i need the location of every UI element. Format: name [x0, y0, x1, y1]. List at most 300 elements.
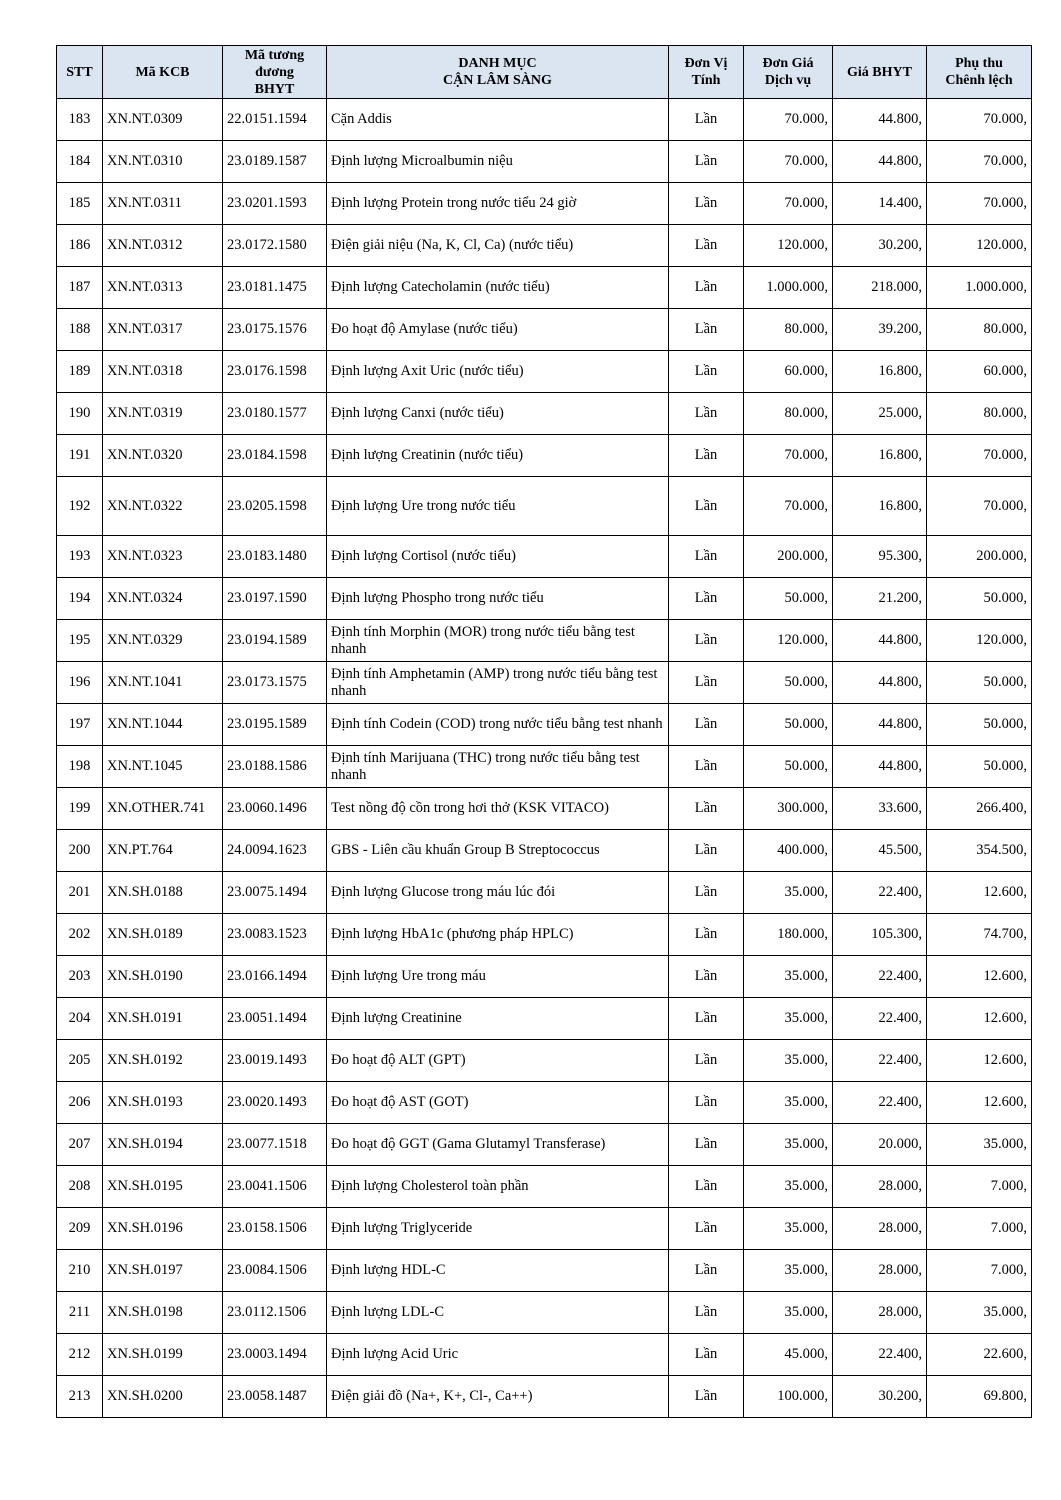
cell-don-vi: Lần: [669, 620, 744, 662]
cell-ma-bhyt: 23.0173.1575: [223, 662, 327, 704]
cell-danh-muc: Đo hoạt độ ALT (GPT): [327, 1040, 669, 1082]
cell-ma-bhyt: 23.0041.1506: [223, 1166, 327, 1208]
cell-don-gia: 1.000.000,: [744, 267, 833, 309]
cell-don-gia: 70.000,: [744, 99, 833, 141]
cell-gia-bhyt: 44.800,: [833, 620, 927, 662]
cell-don-gia: 35.000,: [744, 1208, 833, 1250]
cell-ma-bhyt: 23.0194.1589: [223, 620, 327, 662]
cell-ma-kcb: XN.PT.764: [103, 830, 223, 872]
cell-phu-thu: 80.000,: [927, 309, 1032, 351]
cell-don-gia: 50.000,: [744, 704, 833, 746]
cell-phu-thu: 35.000,: [927, 1124, 1032, 1166]
cell-stt: 213: [57, 1376, 103, 1418]
cell-don-vi: Lần: [669, 1208, 744, 1250]
cell-don-gia: 50.000,: [744, 578, 833, 620]
cell-ma-bhyt: 23.0176.1598: [223, 351, 327, 393]
header-ma-tuong-duong: [223, 46, 327, 99]
cell-don-vi: Lần: [669, 956, 744, 998]
table-row: [57, 99, 1032, 141]
cell-ma-kcb: XN.SH.0196: [103, 1208, 223, 1250]
cell-gia-bhyt: 44.800,: [833, 99, 927, 141]
table-row: [57, 267, 1032, 309]
cell-phu-thu: 50.000,: [927, 704, 1032, 746]
cell-don-vi: Lần: [669, 1376, 744, 1418]
header-danh-muc: [327, 46, 669, 99]
cell-ma-bhyt: 23.0083.1523: [223, 914, 327, 956]
cell-danh-muc: Định lượng Microalbumin niệu: [327, 141, 669, 183]
cell-don-gia: 100.000,: [744, 1376, 833, 1418]
header-don-gia: [744, 46, 833, 99]
cell-phu-thu: 74.700,: [927, 914, 1032, 956]
cell-danh-muc: Định lượng Glucose trong máu lúc đói: [327, 872, 669, 914]
cell-danh-muc: Điện giải đồ (Na+, K+, Cl-, Ca++): [327, 1376, 669, 1418]
cell-don-vi: Lần: [669, 1292, 744, 1334]
cell-danh-muc: Định lượng LDL-C: [327, 1292, 669, 1334]
cell-don-vi: Lần: [669, 1250, 744, 1292]
header-danh-muc-line-1: DANH MỤC: [458, 56, 537, 71]
cell-don-gia: 50.000,: [744, 746, 833, 788]
cell-stt: 198: [57, 746, 103, 788]
table-row: [57, 1250, 1032, 1292]
cell-ma-kcb: XN.NT.0311: [103, 183, 223, 225]
cell-gia-bhyt: 22.400,: [833, 1082, 927, 1124]
header-danh-muc-line-2: CẬN LÂM SÀNG: [443, 73, 552, 88]
cell-ma-bhyt: 23.0184.1598: [223, 435, 327, 477]
table-row: [57, 788, 1032, 830]
cell-gia-bhyt: 16.800,: [833, 477, 927, 536]
cell-stt: 191: [57, 435, 103, 477]
cell-danh-muc: Định lượng Catecholamin (nước tiểu): [327, 267, 669, 309]
cell-phu-thu: 12.600,: [927, 998, 1032, 1040]
cell-don-gia: 300.000,: [744, 788, 833, 830]
cell-stt: 186: [57, 225, 103, 267]
cell-phu-thu: 70.000,: [927, 141, 1032, 183]
cell-ma-kcb: XN.SH.0198: [103, 1292, 223, 1334]
table-row: [57, 1166, 1032, 1208]
cell-ma-kcb: XN.NT.0320: [103, 435, 223, 477]
cell-ma-kcb: XN.NT.1045: [103, 746, 223, 788]
table-row: [57, 141, 1032, 183]
cell-gia-bhyt: 28.000,: [833, 1250, 927, 1292]
cell-gia-bhyt: 44.800,: [833, 704, 927, 746]
cell-don-gia: 45.000,: [744, 1334, 833, 1376]
cell-danh-muc: Điện giải niệu (Na, K, Cl, Ca) (nước tiểu): [327, 225, 669, 267]
cell-danh-muc: Định lượng Creatinine: [327, 998, 669, 1040]
cell-don-vi: Lần: [669, 1166, 744, 1208]
cell-don-vi: Lần: [669, 99, 744, 141]
cell-phu-thu: 12.600,: [927, 1082, 1032, 1124]
cell-gia-bhyt: 22.400,: [833, 1040, 927, 1082]
cell-stt: 209: [57, 1208, 103, 1250]
cell-ma-kcb: XN.SH.0192: [103, 1040, 223, 1082]
cell-ma-bhyt: 23.0075.1494: [223, 872, 327, 914]
cell-phu-thu: 7.000,: [927, 1208, 1032, 1250]
cell-danh-muc: Định tính Codein (COD) trong nước tiểu bằng test nhanh: [327, 704, 669, 746]
cell-ma-kcb: XN.NT.0317: [103, 309, 223, 351]
cell-phu-thu: 69.800,: [927, 1376, 1032, 1418]
cell-don-gia: 50.000,: [744, 662, 833, 704]
cell-stt: 203: [57, 956, 103, 998]
cell-don-vi: Lần: [669, 1082, 744, 1124]
cell-gia-bhyt: 95.300,: [833, 536, 927, 578]
cell-gia-bhyt: 16.800,: [833, 435, 927, 477]
cell-stt: 207: [57, 1124, 103, 1166]
cell-ma-bhyt: 23.0180.1577: [223, 393, 327, 435]
cell-don-vi: Lần: [669, 1040, 744, 1082]
cell-ma-kcb: XN.SH.0188: [103, 872, 223, 914]
cell-ma-bhyt: 23.0181.1475: [223, 267, 327, 309]
cell-phu-thu: 70.000,: [927, 99, 1032, 141]
cell-stt: 212: [57, 1334, 103, 1376]
cell-danh-muc: Đo hoạt độ Amylase (nước tiểu): [327, 309, 669, 351]
table-row: [57, 1376, 1032, 1418]
cell-ma-kcb: XN.NT.0319: [103, 393, 223, 435]
cell-don-vi: Lần: [669, 704, 744, 746]
cell-gia-bhyt: 45.500,: [833, 830, 927, 872]
cell-don-vi: Lần: [669, 435, 744, 477]
cell-don-gia: 80.000,: [744, 393, 833, 435]
table-row: [57, 1334, 1032, 1376]
table-row: [57, 1208, 1032, 1250]
cell-stt: 187: [57, 267, 103, 309]
cell-don-vi: Lần: [669, 830, 744, 872]
cell-danh-muc: Định lượng Cholesterol toàn phần: [327, 1166, 669, 1208]
header-gia-bhyt: Giá BHYT: [833, 46, 927, 99]
cell-gia-bhyt: 21.200,: [833, 578, 927, 620]
cell-don-gia: 35.000,: [744, 1166, 833, 1208]
cell-ma-bhyt: 24.0094.1623: [223, 830, 327, 872]
cell-phu-thu: 70.000,: [927, 435, 1032, 477]
cell-don-vi: Lần: [669, 788, 744, 830]
cell-ma-bhyt: 23.0166.1494: [223, 956, 327, 998]
cell-danh-muc: Định lượng Acid Uric: [327, 1334, 669, 1376]
table-row: [57, 309, 1032, 351]
cell-ma-bhyt: 23.0058.1487: [223, 1376, 327, 1418]
cell-ma-bhyt: 23.0189.1587: [223, 141, 327, 183]
cell-danh-muc: Test nồng độ cồn trong hơi thở (KSK VITACO): [327, 788, 669, 830]
cell-phu-thu: 12.600,: [927, 956, 1032, 998]
cell-stt: 208: [57, 1166, 103, 1208]
cell-ma-bhyt: 23.0158.1506: [223, 1208, 327, 1250]
cell-ma-kcb: XN.NT.1041: [103, 662, 223, 704]
header-don-vi-tinh-line-2: Tính: [691, 73, 721, 88]
cell-stt: 188: [57, 309, 103, 351]
cell-ma-bhyt: 23.0183.1480: [223, 536, 327, 578]
cell-gia-bhyt: 28.000,: [833, 1292, 927, 1334]
cell-don-vi: Lần: [669, 872, 744, 914]
cell-stt: 205: [57, 1040, 103, 1082]
cell-gia-bhyt: 22.400,: [833, 998, 927, 1040]
cell-ma-kcb: XN.SH.0193: [103, 1082, 223, 1124]
cell-stt: 194: [57, 578, 103, 620]
table-row: [57, 477, 1032, 536]
cell-don-gia: 70.000,: [744, 435, 833, 477]
cell-don-vi: Lần: [669, 1334, 744, 1376]
cell-don-vi: Lần: [669, 393, 744, 435]
header-ma-tuong-duong-line-3: BHYT: [254, 81, 295, 97]
cell-gia-bhyt: 30.200,: [833, 1376, 927, 1418]
table-row: [57, 1292, 1032, 1334]
cell-gia-bhyt: 39.200,: [833, 309, 927, 351]
cell-danh-muc: Định lượng Canxi (nước tiểu): [327, 393, 669, 435]
cell-don-gia: 60.000,: [744, 351, 833, 393]
cell-gia-bhyt: 105.300,: [833, 914, 927, 956]
cell-stt: 184: [57, 141, 103, 183]
cell-don-gia: 35.000,: [744, 1040, 833, 1082]
cell-gia-bhyt: 218.000,: [833, 267, 927, 309]
cell-gia-bhyt: 22.400,: [833, 872, 927, 914]
cell-danh-muc: Định tính Amphetamin (AMP) trong nước tiểu bằng test nhanh: [327, 662, 669, 704]
cell-stt: 202: [57, 914, 103, 956]
cell-don-vi: Lần: [669, 267, 744, 309]
cell-ma-bhyt: 23.0060.1496: [223, 788, 327, 830]
cell-phu-thu: 70.000,: [927, 183, 1032, 225]
header-ma-tuong-duong-line-2: đương: [255, 64, 294, 80]
table-row: [57, 662, 1032, 704]
cell-phu-thu: 120.000,: [927, 225, 1032, 267]
cell-stt: 206: [57, 1082, 103, 1124]
table-row: [57, 998, 1032, 1040]
cell-phu-thu: 80.000,: [927, 393, 1032, 435]
header-ma-tuong-duong-line-1: Mã tương: [244, 47, 305, 63]
cell-stt: 197: [57, 704, 103, 746]
cell-danh-muc: Định lượng Ure trong nước tiểu: [327, 477, 669, 536]
cell-don-gia: 35.000,: [744, 872, 833, 914]
cell-phu-thu: 35.000,: [927, 1292, 1032, 1334]
cell-stt: 183: [57, 99, 103, 141]
cell-ma-bhyt: 23.0195.1589: [223, 704, 327, 746]
cell-don-vi: Lần: [669, 578, 744, 620]
cell-phu-thu: 12.600,: [927, 1040, 1032, 1082]
cell-don-vi: Lần: [669, 536, 744, 578]
cell-danh-muc: Định tính Morphin (MOR) trong nước tiểu bằng test nhanh: [327, 620, 669, 662]
cell-stt: 196: [57, 662, 103, 704]
cell-phu-thu: 1.000.000,: [927, 267, 1032, 309]
cell-don-vi: Lần: [669, 351, 744, 393]
cell-phu-thu: 200.000,: [927, 536, 1032, 578]
cell-don-gia: 120.000,: [744, 620, 833, 662]
cell-gia-bhyt: 22.400,: [833, 1334, 927, 1376]
cell-gia-bhyt: 14.400,: [833, 183, 927, 225]
cell-ma-kcb: XN.NT.0309: [103, 99, 223, 141]
cell-ma-kcb: XN.SH.0194: [103, 1124, 223, 1166]
cell-don-gia: 70.000,: [744, 141, 833, 183]
table-row: [57, 351, 1032, 393]
cell-danh-muc: Định lượng Axit Uric (nước tiểu): [327, 351, 669, 393]
cell-ma-kcb: XN.NT.0318: [103, 351, 223, 393]
cell-don-vi: Lần: [669, 998, 744, 1040]
cell-stt: 204: [57, 998, 103, 1040]
cell-don-vi: Lần: [669, 225, 744, 267]
cell-phu-thu: 60.000,: [927, 351, 1032, 393]
cell-ma-kcb: XN.NT.0324: [103, 578, 223, 620]
table-row: [57, 1082, 1032, 1124]
cell-ma-kcb: XN.OTHER.741: [103, 788, 223, 830]
header-don-vi-tinh: [669, 46, 744, 99]
header-don-gia-line-2: Dịch vụ: [764, 73, 812, 88]
cell-ma-bhyt: 23.0020.1493: [223, 1082, 327, 1124]
cell-ma-bhyt: 22.0151.1594: [223, 99, 327, 141]
cell-stt: 200: [57, 830, 103, 872]
cell-don-vi: Lần: [669, 746, 744, 788]
price-list-table: [56, 45, 1032, 1418]
cell-don-gia: 35.000,: [744, 956, 833, 998]
cell-stt: 211: [57, 1292, 103, 1334]
cell-stt: 185: [57, 183, 103, 225]
cell-stt: 195: [57, 620, 103, 662]
cell-phu-thu: 120.000,: [927, 620, 1032, 662]
cell-ma-bhyt: 23.0197.1590: [223, 578, 327, 620]
cell-danh-muc: GBS - Liên cầu khuẩn Group B Streptococcus: [327, 830, 669, 872]
cell-ma-bhyt: 23.0201.1593: [223, 183, 327, 225]
cell-phu-thu: 70.000,: [927, 477, 1032, 536]
cell-don-vi: Lần: [669, 1124, 744, 1166]
table-row: [57, 536, 1032, 578]
cell-gia-bhyt: 20.000,: [833, 1124, 927, 1166]
cell-don-vi: Lần: [669, 309, 744, 351]
cell-phu-thu: 12.600,: [927, 872, 1032, 914]
cell-ma-bhyt: 23.0084.1506: [223, 1250, 327, 1292]
cell-phu-thu: 50.000,: [927, 578, 1032, 620]
cell-phu-thu: 266.400,: [927, 788, 1032, 830]
cell-stt: 199: [57, 788, 103, 830]
cell-ma-bhyt: 23.0077.1518: [223, 1124, 327, 1166]
cell-danh-muc: Định lượng Protein trong nước tiểu 24 giờ: [327, 183, 669, 225]
cell-ma-bhyt: 23.0051.1494: [223, 998, 327, 1040]
cell-danh-muc: Cặn Addis: [327, 99, 669, 141]
cell-stt: 192: [57, 477, 103, 536]
cell-ma-kcb: XN.NT.0322: [103, 477, 223, 536]
table-body: [57, 99, 1032, 1418]
cell-gia-bhyt: 28.000,: [833, 1208, 927, 1250]
cell-phu-thu: 354.500,: [927, 830, 1032, 872]
header-phu-thu: [927, 46, 1032, 99]
cell-gia-bhyt: 22.400,: [833, 956, 927, 998]
cell-don-gia: 35.000,: [744, 1250, 833, 1292]
cell-don-gia: 180.000,: [744, 914, 833, 956]
cell-ma-bhyt: 23.0205.1598: [223, 477, 327, 536]
cell-don-vi: Lần: [669, 141, 744, 183]
cell-danh-muc: Định lượng Phospho trong nước tiểu: [327, 578, 669, 620]
cell-phu-thu: 22.600,: [927, 1334, 1032, 1376]
header-stt: STT: [57, 46, 103, 99]
cell-stt: 189: [57, 351, 103, 393]
cell-ma-kcb: XN.SH.0190: [103, 956, 223, 998]
table-row: [57, 435, 1032, 477]
table-row: [57, 225, 1032, 267]
cell-ma-bhyt: 23.0003.1494: [223, 1334, 327, 1376]
table-row: [57, 183, 1032, 225]
cell-gia-bhyt: 28.000,: [833, 1166, 927, 1208]
cell-phu-thu: 50.000,: [927, 662, 1032, 704]
cell-ma-bhyt: 23.0175.1576: [223, 309, 327, 351]
cell-danh-muc: Định lượng Creatinin (nước tiểu): [327, 435, 669, 477]
table-row: [57, 393, 1032, 435]
cell-ma-bhyt: 23.0019.1493: [223, 1040, 327, 1082]
header-phu-thu-line-1: Phụ thu: [955, 56, 1003, 71]
cell-phu-thu: 7.000,: [927, 1250, 1032, 1292]
cell-ma-kcb: XN.SH.0200: [103, 1376, 223, 1418]
cell-ma-bhyt: 23.0112.1506: [223, 1292, 327, 1334]
cell-don-gia: 70.000,: [744, 477, 833, 536]
cell-ma-kcb: XN.SH.0195: [103, 1166, 223, 1208]
header-phu-thu-line-2: Chênh lệch: [945, 73, 1013, 88]
table-row: [57, 746, 1032, 788]
cell-ma-kcb: XN.NT.0323: [103, 536, 223, 578]
cell-gia-bhyt: 44.800,: [833, 662, 927, 704]
cell-gia-bhyt: 30.200,: [833, 225, 927, 267]
table-row: [57, 956, 1032, 998]
cell-don-vi: Lần: [669, 183, 744, 225]
cell-ma-kcb: XN.NT.1044: [103, 704, 223, 746]
table-row: [57, 1040, 1032, 1082]
cell-don-gia: 35.000,: [744, 998, 833, 1040]
cell-stt: 193: [57, 536, 103, 578]
cell-ma-kcb: XN.NT.0329: [103, 620, 223, 662]
cell-don-gia: 70.000,: [744, 183, 833, 225]
cell-gia-bhyt: 25.000,: [833, 393, 927, 435]
cell-stt: 210: [57, 1250, 103, 1292]
cell-don-gia: 35.000,: [744, 1292, 833, 1334]
cell-don-gia: 400.000,: [744, 830, 833, 872]
cell-ma-kcb: XN.SH.0191: [103, 998, 223, 1040]
cell-don-gia: 35.000,: [744, 1082, 833, 1124]
cell-danh-muc: Đo hoạt độ GGT (Gama Glutamyl Transferase): [327, 1124, 669, 1166]
cell-don-vi: Lần: [669, 914, 744, 956]
cell-ma-kcb: XN.NT.0310: [103, 141, 223, 183]
cell-stt: 201: [57, 872, 103, 914]
cell-danh-muc: Định lượng Triglyceride: [327, 1208, 669, 1250]
cell-ma-kcb: XN.NT.0312: [103, 225, 223, 267]
cell-don-gia: 200.000,: [744, 536, 833, 578]
cell-don-gia: 80.000,: [744, 309, 833, 351]
table-row: [57, 830, 1032, 872]
cell-ma-kcb: XN.SH.0189: [103, 914, 223, 956]
cell-don-vi: Lần: [669, 662, 744, 704]
table-row: [57, 704, 1032, 746]
cell-gia-bhyt: 44.800,: [833, 141, 927, 183]
cell-ma-kcb: XN.NT.0313: [103, 267, 223, 309]
table-row: [57, 1124, 1032, 1166]
cell-phu-thu: 7.000,: [927, 1166, 1032, 1208]
cell-danh-muc: Đo hoạt độ AST (GOT): [327, 1082, 669, 1124]
table-row: [57, 578, 1032, 620]
cell-don-gia: 35.000,: [744, 1124, 833, 1166]
cell-danh-muc: Định lượng Cortisol (nước tiểu): [327, 536, 669, 578]
header-don-gia-line-1: Đơn Giá: [762, 56, 814, 71]
cell-ma-kcb: XN.SH.0199: [103, 1334, 223, 1376]
cell-ma-bhyt: 23.0188.1586: [223, 746, 327, 788]
cell-danh-muc: Định lượng Ure trong máu: [327, 956, 669, 998]
cell-ma-bhyt: 23.0172.1580: [223, 225, 327, 267]
cell-danh-muc: Định lượng HDL-C: [327, 1250, 669, 1292]
cell-don-vi: Lần: [669, 477, 744, 536]
cell-gia-bhyt: 44.800,: [833, 746, 927, 788]
header-ma-kcb: Mã KCB: [103, 46, 223, 99]
header-row: [57, 46, 1032, 99]
table-row: [57, 914, 1032, 956]
cell-stt: 190: [57, 393, 103, 435]
table-row: [57, 620, 1032, 662]
table-row: [57, 872, 1032, 914]
cell-gia-bhyt: 16.800,: [833, 351, 927, 393]
header-don-vi-tinh-line-1: Đơn Vị: [684, 56, 728, 71]
cell-ma-kcb: XN.SH.0197: [103, 1250, 223, 1292]
cell-gia-bhyt: 33.600,: [833, 788, 927, 830]
cell-danh-muc: Định lượng HbA1c (phương pháp HPLC): [327, 914, 669, 956]
cell-phu-thu: 50.000,: [927, 746, 1032, 788]
cell-danh-muc: Định tính Marijuana (THC) trong nước tiểu bằng test nhanh: [327, 746, 669, 788]
